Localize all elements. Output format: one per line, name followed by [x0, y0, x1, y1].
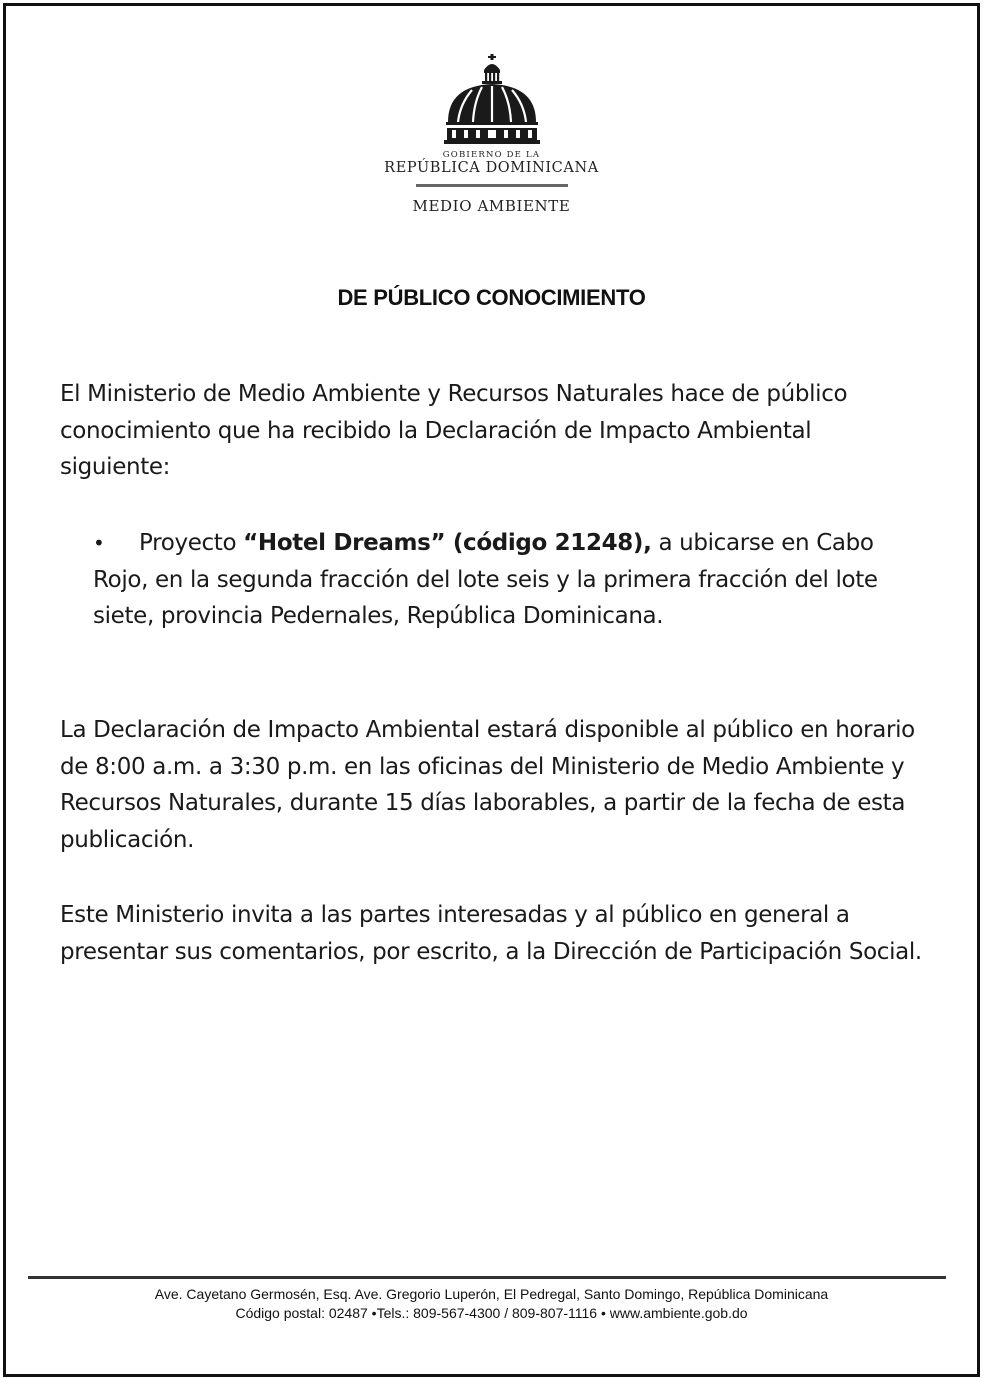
invitation-paragraph: Este Ministerio invita a las partes interesadas y al público en general a presentar sus comentarios, por escrito, a la Dirección de Participación Social.	[60, 902, 922, 965]
project-name: “Hotel Dreams”	[243, 530, 446, 556]
bullet-prefix: Proyecto	[139, 530, 244, 556]
notice-title: DE PÚBLICO CONOCIMIENTO	[337, 285, 646, 310]
logo-ministry-name: MEDIO AMBIENTE	[412, 197, 571, 215]
bullet-icon: •	[93, 531, 105, 555]
logo-government-of: GOBIERNO DE LA	[442, 150, 541, 160]
intro-paragraph: El Ministerio de Medio Ambiente y Recursos Naturales hace de público conocimiento que ha recibido la Declaración de Impacto Ambiental siguiente:	[60, 381, 848, 480]
project-location: a ubicarse en Cabo Rojo, en la segunda fracción del lote seis y la primera fracción del lote siete, provincia Pedernales, República Dominicana.	[93, 530, 878, 629]
footer-contact: Código postal: 02487 •Tels.: 809-567-4300 / 809-807-1116 • www.ambiente.gob.do	[235, 1305, 748, 1321]
government-logo	[0, 52, 983, 215]
logo-country-name: REPÚBLICA DOMINICANA	[384, 160, 599, 176]
logo-divider	[416, 184, 568, 187]
project-code: (código 21248),	[445, 530, 652, 556]
availability-paragraph: La Declaración de Impacto Ambiental estará disponible al público en horario de 8:00 a.m. a 3:30 p.m. en las oficinas del Ministerio de Medio Ambiente y Recursos Naturales, durante 15 días laborables, a partir de la fecha de esta publicación.	[60, 717, 915, 853]
footer-address: Ave. Cayetano Germosén, Esq. Ave. Gregorio Luperón, El Pedregal, Santo Domingo, República Dominicana	[154, 1286, 829, 1302]
dome-emblem-icon	[442, 52, 542, 148]
project-bullet-item	[93, 525, 923, 635]
footer-divider	[28, 1276, 946, 1279]
